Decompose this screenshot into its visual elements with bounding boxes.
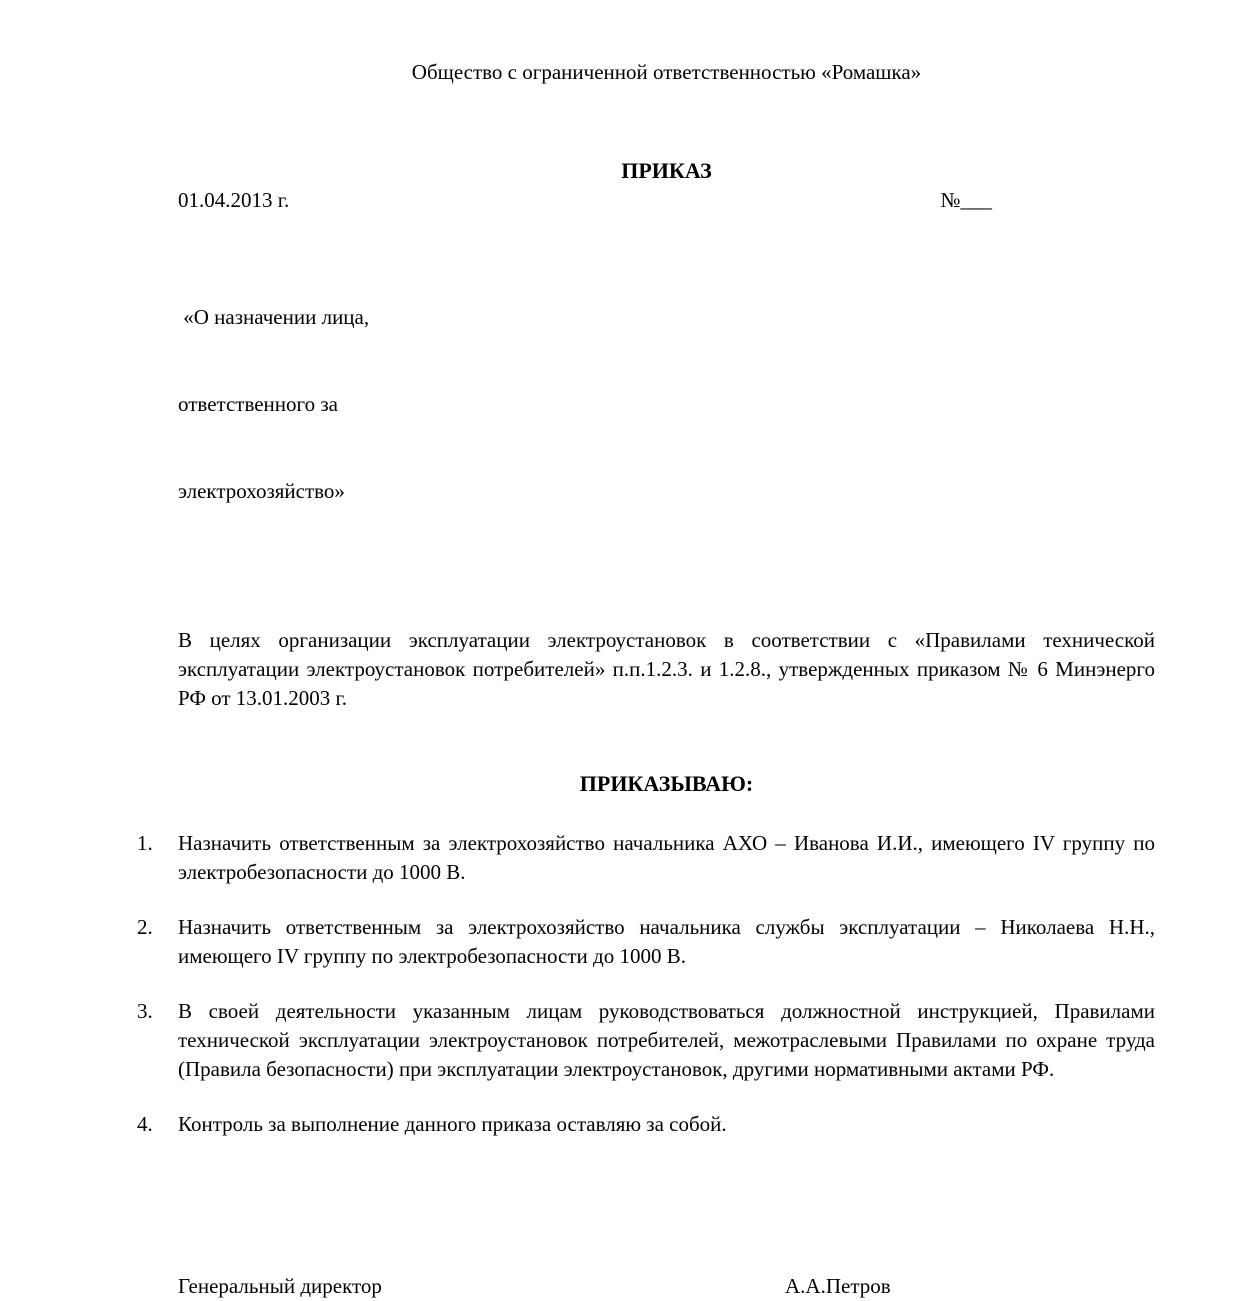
signature-row [178,1272,1155,1301]
company-name-heading: Общество с ограниченной ответственностью «Ромашка» [411,60,922,84]
item-text: Назначить ответственным за электрохозяйство начальника АХО – Иванова И.И., имеющего IV группу по электробезопасности до 1000 В. [178,831,1155,884]
order-item [137,829,1155,887]
order-directive-heading: ПРИКАЗЫВАЮ: [579,771,754,796]
item-number: 1. [137,831,153,855]
document-content [137,0,1155,1301]
subject-line: электрохозяйство» [178,479,345,503]
order-item [137,913,1155,971]
order-date: 01.04.2013 г. [178,188,290,212]
item-number: 3. [137,999,153,1023]
order-item [137,997,1155,1084]
signatory-name: А.А.Петров [785,1274,891,1298]
order-items-list [137,829,1155,1139]
intro-paragraph: В целях организации эксплуатации электроустановок в соответствии с «Правилами технической эксплуатации электроустановок потребителей» п.п.1.2.3. и 1.2.8., утвержденных приказом № 6 Минэнерго РФ от 13.01.2003 г. [178,628,1155,710]
item-number: 4. [137,1112,153,1136]
item-text: Назначить ответственным за электрохозяйство начальника службы эксплуатации – Николаева Н.Н., имеющего IV группу по электробезопасности до 1000 В. [178,915,1155,968]
order-title: ПРИКАЗ [621,158,712,183]
item-text: Контроль за выполнение данного приказа оставляю за собой. [178,1112,727,1136]
subject-line: «О назначении лица, [178,305,370,329]
order-number-blank: №___ [940,188,992,212]
order-item [137,1110,1155,1139]
subject-line: ответственного за [178,392,338,416]
item-number: 2. [137,915,153,939]
date-number-row [178,186,1155,215]
item-text: В своей деятельности указанным лицам руководствоваться должностной инструкцией, Правилами технической эксплуатации электроустановок потребителей, межотраслевыми Правилами по охране труда (Правила безопасности) при эксплуатации электроустановок, другими нормативными актами РФ. [178,999,1155,1081]
order-subject [178,245,598,564]
signatory-position: Генеральный директор [178,1274,382,1298]
